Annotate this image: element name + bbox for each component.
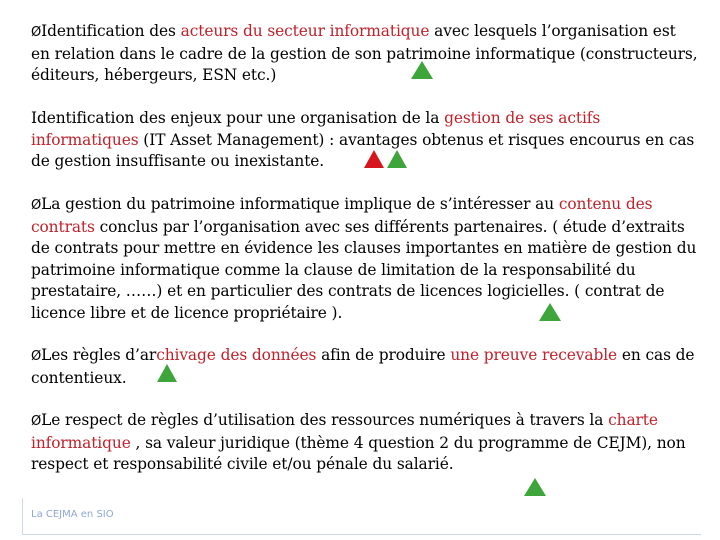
body-text: Identification des xyxy=(41,22,181,40)
body-text: La gestion du patrimoine informatique implique de s’intéresser au xyxy=(41,195,559,213)
highlighted-text: charte informatique xyxy=(31,411,658,452)
bullet-arrow-icon: Ø xyxy=(31,414,42,429)
body-text: Le respect de règles d’utilisation des ressources numériques à travers la xyxy=(41,411,609,429)
green-triangle-icon xyxy=(411,61,433,79)
green-triangle-icon xyxy=(157,364,177,382)
highlighted-text: contenu des contrats xyxy=(31,195,653,236)
green-triangle-icon xyxy=(539,303,561,321)
highlighted-text: une preuve recevable xyxy=(450,346,618,364)
green-triangle-icon xyxy=(524,478,546,496)
paragraph-acteurs xyxy=(31,21,699,87)
body-text: en cas de contentieux. xyxy=(31,346,695,387)
body-text: Identification des enjeux pour une organisation de la xyxy=(31,109,445,127)
highlighted-text: chivage des données xyxy=(156,346,317,364)
bullet-arrow-icon: Ø xyxy=(31,349,42,364)
body-text: avec lesquels l’organisation est en relation dans le cadre de la gestion de son patrimoine informatique (constructeurs, éditeurs, hébergeurs, ESN etc.) xyxy=(31,22,698,85)
footer-frame xyxy=(22,498,701,535)
body-text: Les règles d’ar xyxy=(41,346,157,364)
paragraph-contrats xyxy=(31,194,699,325)
body-text: (IT Asset Management) : avantages obtenus et risques encourus en cas de gestion insuffisante ou inexistante. xyxy=(31,130,695,171)
footer-text: La CEJMA en SIO xyxy=(31,509,114,520)
paragraph-archivage xyxy=(31,345,699,389)
red-triangle-icon xyxy=(364,150,384,168)
body-text: , sa valeur juridique (thème 4 question 2 du programme de CEJM), non respect et responsabilité civile et/ou pénale du salarié. xyxy=(31,433,686,474)
body-text: conclus par l’organisation avec ses différents partenaires. ( étude d’extraits de contrats pour mettre en évidence les clauses importantes en matière de gestion du patrimoine informatique comme la clause de limitation de la responsabilité du prestataire, ……) et en particulier des contrats de licences logicielles. ( contrat de licence libre et de licence propriétaire ). xyxy=(31,217,697,322)
green-triangle-icon xyxy=(387,150,407,168)
body-text: afin de produire xyxy=(316,346,451,364)
bullet-arrow-icon: Ø xyxy=(31,198,42,213)
highlighted-text: acteurs du secteur informatique xyxy=(180,22,430,40)
paragraph-charte xyxy=(31,410,699,476)
bullet-arrow-icon: Ø xyxy=(31,25,42,40)
highlighted-text: gestion de ses actifs informatiques xyxy=(31,109,601,149)
